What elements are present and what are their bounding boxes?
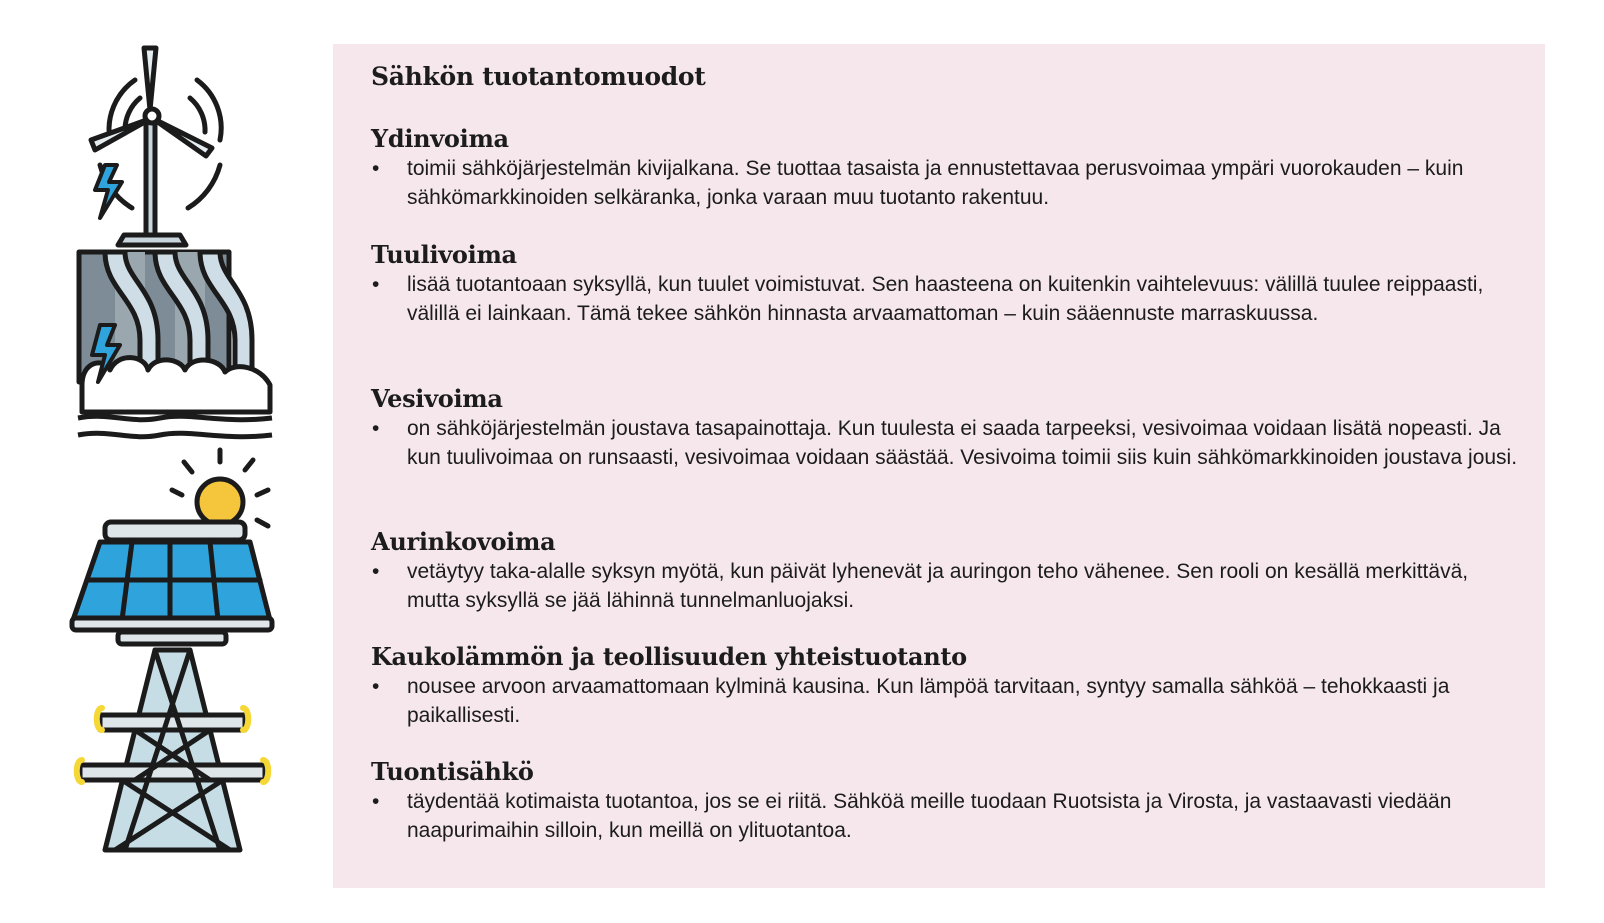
bullet-list [371, 154, 1521, 212]
section-text: vetäytyy taka-alalle syksyn myötä, kun päivät lyhenevät ja auringon teho vähenee. Sen rooli on kesällä merkittävä, mutta syksyllä se jää lähinnä tunnelmanluojaksi. [407, 560, 1469, 612]
section-import [371, 757, 1521, 845]
bullet-list [371, 787, 1521, 845]
transmission-tower-icon [77, 650, 269, 850]
list-item [371, 154, 1521, 212]
wind-turbine-icon [91, 48, 221, 245]
energy-illustration [60, 40, 290, 890]
section-text: täydentää kotimaista tuotantoa, jos se ei riitä. Sähköä meille tuodaan Ruotsista ja Virosta, ja vastaavasti viedään naapurimaihin silloin, kun meillä on ylituotantoa. [407, 790, 1452, 842]
section-text: nousee arvoon arvaamattomaan kylminä kausina. Kun lämpöä tarvitaan, syntyy samalla sähköä – tehokkaasti ja paikallisesti. [407, 675, 1450, 727]
bullet-point: • [372, 790, 380, 813]
section-heading: Kaukolämmön ja teollisuuden yhteistuotanto [371, 642, 967, 671]
section-hydro [371, 384, 1521, 472]
section-wind [371, 240, 1521, 328]
solar-panel-icon [72, 450, 272, 644]
bullet-list [371, 672, 1521, 730]
list-item [371, 787, 1521, 845]
section-chp [371, 642, 1521, 730]
list-item [371, 414, 1521, 472]
hydro-power-icon [78, 252, 272, 437]
section-solar [371, 527, 1521, 615]
section-heading: Ydinvoima [371, 124, 509, 153]
bullet-list [371, 557, 1521, 615]
section-text: lisää tuotantoaan syksyllä, kun tuulet voimistuvat. Sen haasteena on kuitenkin vaihtelevuus: välillä tuulee reippaasti, välillä ei lainkaan. Tämä tekee sähkön hinnasta arvaamattoman – kuin sääennuste marraskuussa. [407, 273, 1484, 325]
list-item [371, 270, 1521, 328]
list-item [371, 672, 1521, 730]
section-heading: Aurinkovoima [371, 527, 556, 556]
bullet-point: • [372, 417, 380, 440]
section-heading: Tuulivoima [371, 240, 517, 269]
bullet-list [371, 414, 1521, 472]
bullet-point: • [372, 273, 380, 296]
list-item [371, 557, 1521, 615]
bullet-point: • [372, 560, 380, 583]
bullet-point: • [372, 675, 380, 698]
section-text: toimii sähköjärjestelmän kivijalkana. Se tuottaa tasaista ja ennustettavaa perusvoimaa ympäri vuorokauden – kuin sähkömarkkinoiden selkäranka, jonka varaan muu tuotanto rakentuu. [407, 157, 1464, 209]
section-heading: Vesivoima [371, 384, 503, 413]
bullet-point: • [372, 157, 380, 180]
page-title: Sähkön tuotantomuodot [371, 62, 706, 91]
bullet-list [371, 270, 1521, 328]
section-nuclear [371, 124, 1521, 212]
energy-sources-panel [333, 44, 1545, 888]
section-text: on sähköjärjestelmän joustava tasapainottaja. Kun tuulesta ei saada tarpeeksi, vesivoimaa voidaan lisätä nopeasti. Ja kun tuulivoimaa on runsaasti, vesivoimaa voidaan säästää. Vesivoima toimii siis kuin sähkömarkkinoiden joustava jousi. [407, 417, 1518, 469]
section-heading: Tuontisähkö [371, 757, 534, 786]
